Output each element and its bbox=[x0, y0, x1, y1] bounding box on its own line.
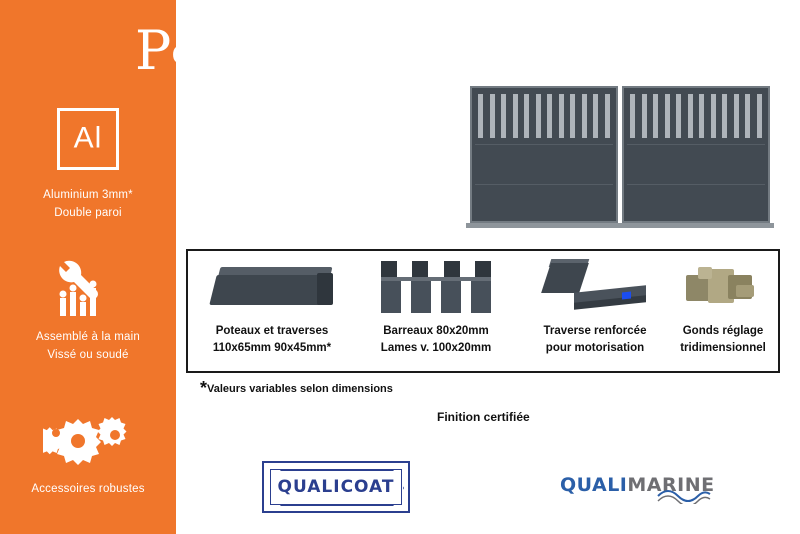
sidebar-label-assembly-2: Vissé ou soudé bbox=[47, 349, 129, 361]
page-title-initial: P bbox=[135, 19, 172, 82]
page-title-rest: ortail semi plein bbox=[171, 35, 430, 71]
sidebar-label-aluminium-1: Aluminium 3mm* bbox=[43, 189, 133, 201]
gate-bars-right bbox=[630, 94, 762, 138]
certification-heading: Finition certifiée bbox=[437, 410, 530, 424]
gate-divider-1 bbox=[475, 144, 613, 145]
component-label-3a: Traverse renforcée bbox=[543, 325, 647, 337]
gate-divider-2 bbox=[475, 184, 613, 185]
component-label-2b: Lames v. 100x20mm bbox=[380, 342, 492, 354]
sidebar-label-aluminium-2: Double paroi bbox=[54, 207, 122, 219]
components-box bbox=[186, 249, 780, 373]
gate-illustration bbox=[470, 86, 770, 223]
component-label-2a: Barreaux 80x20mm bbox=[383, 325, 489, 337]
footnote-asterisk: * bbox=[200, 378, 208, 398]
gate-divider-3 bbox=[627, 144, 765, 145]
component-label-1a: Poteaux et traverses bbox=[215, 325, 329, 337]
component-gonds-reglage bbox=[668, 251, 778, 371]
hinge-icon bbox=[668, 259, 778, 317]
post-profile-icon bbox=[192, 259, 352, 317]
gate-bars-left bbox=[478, 94, 610, 138]
component-label-1b: 110x65mm 90x45mm* bbox=[212, 342, 332, 354]
gate-base bbox=[466, 223, 774, 228]
tools-icon bbox=[0, 258, 176, 324]
qualimarine-logo bbox=[560, 470, 715, 504]
gears-icon bbox=[0, 408, 176, 474]
component-barreaux bbox=[356, 251, 516, 371]
reinforced-rail-icon bbox=[520, 259, 670, 317]
qualimarine-label-part1: QUALI bbox=[560, 474, 628, 496]
sidebar-label-assembly-1: Assemblé à la main bbox=[36, 331, 140, 343]
qualicoat-label: QUALICOAT bbox=[277, 477, 395, 497]
component-label-4a: Gonds réglage bbox=[682, 325, 764, 337]
qualimarine-wave-icon bbox=[656, 470, 712, 504]
footnote bbox=[200, 378, 393, 399]
component-label-3b: pour motorisation bbox=[545, 342, 645, 354]
sidebar-item-assembly bbox=[0, 258, 176, 364]
sidebar-label-accessories-1: Accessoires robustes bbox=[31, 483, 145, 495]
component-label-4b: tridimensionnel bbox=[680, 342, 766, 354]
component-traverse-renforcee bbox=[520, 251, 670, 371]
sidebar-item-aluminium bbox=[0, 108, 176, 222]
sidebar-item-accessories bbox=[0, 408, 176, 498]
component-poteaux-et-traverses bbox=[192, 251, 352, 371]
qualimarine-label-part2: MARINE bbox=[627, 474, 715, 496]
gate-panel-left bbox=[470, 86, 618, 223]
aluminium-symbol-label: Al bbox=[73, 121, 103, 155]
bars-icon bbox=[356, 259, 516, 317]
qualicoat-logo bbox=[262, 461, 410, 513]
gate-divider-4 bbox=[627, 184, 765, 185]
aluminium-square-icon bbox=[57, 108, 119, 170]
gate-panel-right bbox=[622, 86, 770, 223]
footnote-text: Valeurs variables selon dimensions bbox=[207, 383, 393, 395]
page-title bbox=[135, 19, 430, 82]
